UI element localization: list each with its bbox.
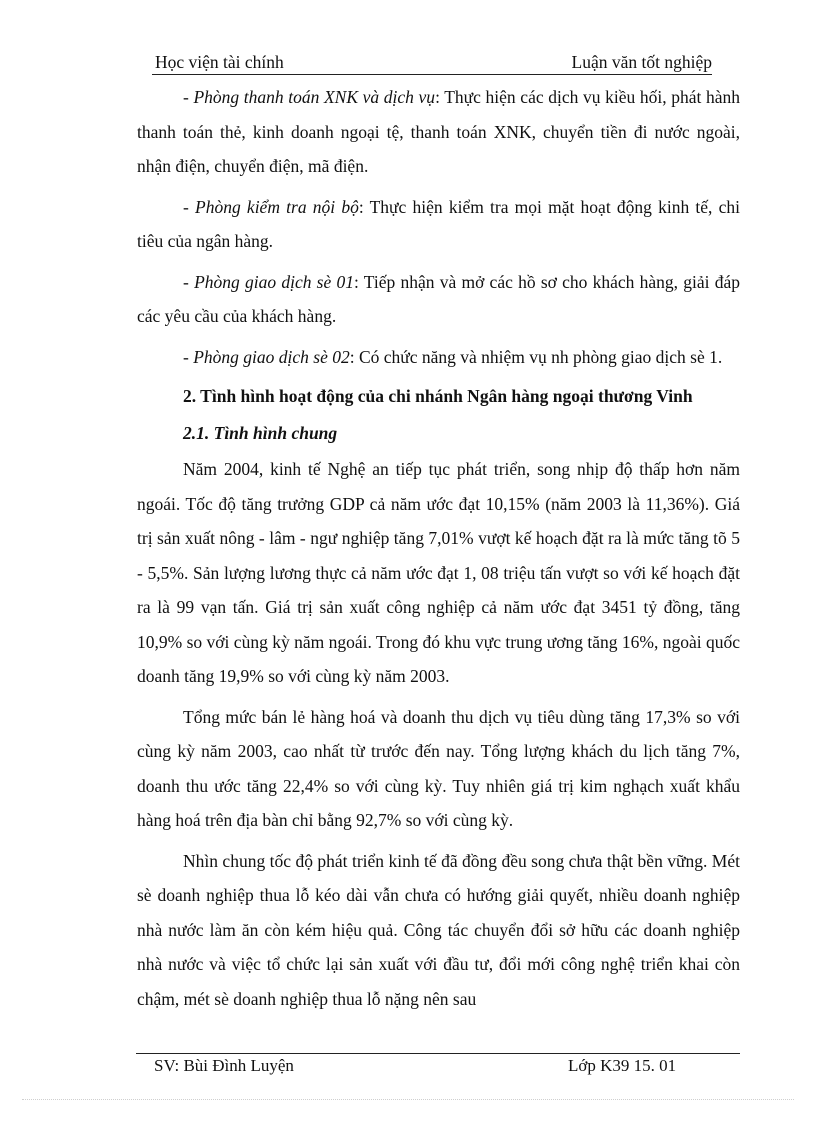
text-audit-dept: : Thực hiện kiểm tra mọi mặt hoạt động kinh tế, chi tiêu của ngân hàng. xyxy=(137,196,740,251)
paragraph-economy-2004: Năm 2004, kinh tế Nghệ an tiếp tục phát triển, song nhịp độ thấp hơn năm ngoái. Tốc độ tăng trưởng GDP cả năm ước đạt 10,15% (năm 2003 là 11,36%). Giá trị sản xuất nông - lâm - ngư nghiệp tăng 7,01% vượt kế hoạch đặt ra là mức tăng tõ 5 - 5,5%. Sản lượng lương thực cả năm ước đạt 1, 08 triệu tấn vượt so với kế hoạch đặt ra là 99 vạn tấn. Giá trị sản xuất công nghiệp cả năm ước đạt 3451 tỷ đồng, tăng 10,9% so với cùng kỳ năm ngoái. Trong đó khu vực trung ương tăng 16%, ngoài quốc doanh tăng 19,9% so với cùng kỳ năm 2003. xyxy=(137,459,740,686)
paragraph-audit-dept xyxy=(137,190,740,259)
term-office-01: Phòng giao dịch sè 01 xyxy=(194,271,354,292)
bullet-dash: - xyxy=(183,87,194,107)
bullet-dash: - xyxy=(183,271,195,292)
term-office-02: Phòng giao dịch sè 02 xyxy=(193,346,350,367)
section-heading: 2. Tình hình hoạt động của chi nhánh Ngân hàng ngoại thương Vinh xyxy=(183,386,693,406)
paragraph-overall: Nhìn chung tốc độ phát triển kinh tế đã đồng đều song chưa thật bền vững. Mét sè doanh nghiệp thua lỗ kéo dài vẫn chưa có hướng giải quyết, nhiều doanh nghiệp nhà nước làm ăn còn kém hiệu quả. Công tác chuyển đổi sở hữu các doanh nghiệp nhà nước và việc tổ chức lại sản xuất với đầu tư, đổi mới công nghệ triển khai còn chậm, mét sè doanh nghiệp thua lỗ nặng nên sau xyxy=(137,850,740,1009)
page-body xyxy=(137,80,740,1022)
paragraph-office-02 xyxy=(137,340,740,375)
paragraph-office-01 xyxy=(137,265,740,334)
term-payment-dept: Phòng thanh toán XNK và dịch vụ xyxy=(193,87,436,107)
footer-class: Lớp K39 15. 01 xyxy=(568,1056,677,1075)
text-office-02: : Có chức năng và nhiệm vụ nh phòng giao dịch sè 1. xyxy=(349,346,723,367)
paragraph-retail: Tổng mức bán lẻ hàng hoá và doanh thu dịch vụ tiêu dùng tăng 17,3% so với cùng kỳ năm 2003, cao nhất từ trước đến nay. Tổng lượng khách du lịch tăng 7%, doanh thu ước tăng 22,4% so với cùng kỳ. Tuy nhiên giá trị kim nghạch xuất khẩu hàng hoá trên địa bàn chỉ bằng 92,7% so với cùng kỳ. xyxy=(137,706,740,830)
page-edge-divider xyxy=(22,1099,794,1100)
bullet-dash: - xyxy=(183,346,194,367)
footer-rule xyxy=(136,1053,740,1054)
header-doc-type: Luận văn tốt nghiệp xyxy=(571,52,712,72)
text-office-01: : Tiếp nhận và mở các hồ sơ cho khách hàng, giải đáp các yêu cầu của khách hàng. xyxy=(137,271,740,326)
page-header xyxy=(152,50,712,75)
subsection-heading: 2.1. Tình hình chung xyxy=(183,423,338,443)
text-payment-dept: : Thực hiện các dịch vụ kiều hối, phát hành thanh toán thẻ, kinh doanh ngoại tệ, thanh toán XNK, chuyển tiền đi nước ngoài, nhận điện, chuyển điện, mã điện. xyxy=(137,87,740,176)
footer-student: SV: Bùi Đình Luyện xyxy=(154,1056,294,1075)
bullet-dash: - xyxy=(183,196,196,217)
term-audit-dept: Phòng kiểm tra nội bộ xyxy=(195,196,359,217)
paragraph-payment-dept xyxy=(137,80,740,184)
header-institution: Học viện tài chính xyxy=(155,52,284,72)
